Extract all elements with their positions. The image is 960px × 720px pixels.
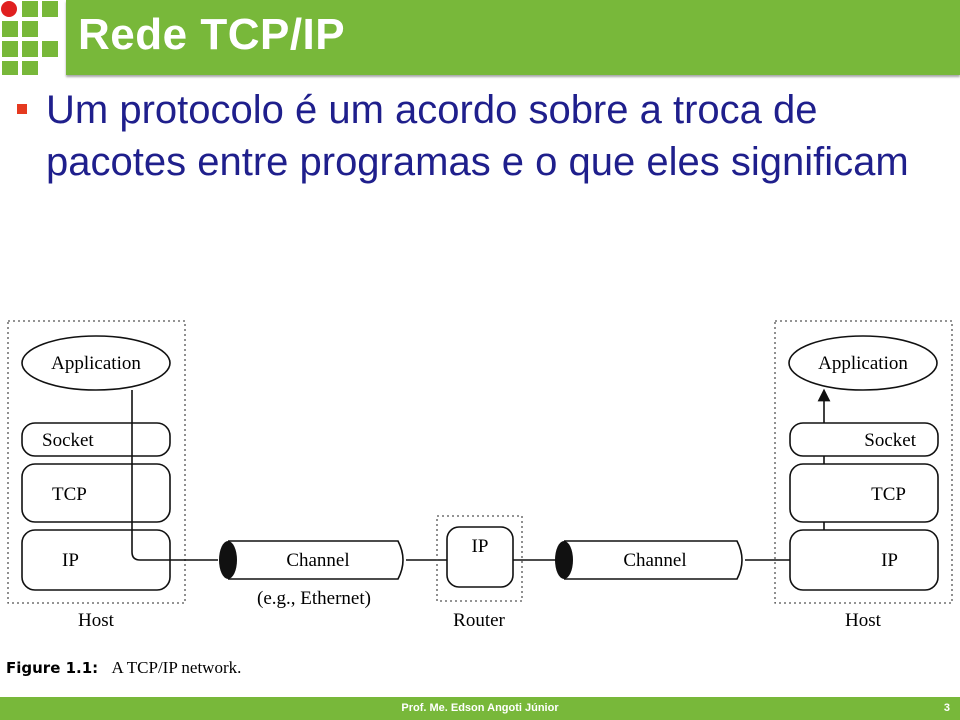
channel-right-end: [555, 541, 573, 579]
host-left-ip-label: IP: [62, 550, 79, 571]
figure-caption: [6, 658, 241, 677]
tcp-ip-network-diagram: [0, 300, 960, 690]
host-right-ip-label: IP: [881, 550, 898, 571]
host-left-application-label: Application: [51, 353, 141, 374]
slide-title: Rede TCP/IP: [78, 10, 346, 59]
host-left-socket-label: Socket: [42, 430, 94, 451]
figure-caption-text: A TCP/IP network.: [111, 658, 242, 677]
host-left-label: Host: [78, 610, 114, 631]
footer-author: Prof. Me. Edson Angoti Júnior: [401, 702, 559, 714]
page-number: 3: [943, 702, 950, 714]
channel-left-sublabel: (e.g., Ethernet): [257, 588, 371, 609]
bullet-marker: [17, 104, 27, 114]
host-right-application-label: Application: [818, 353, 908, 374]
host-right-ip-box: [790, 530, 938, 590]
channel-left-label: Channel: [286, 550, 350, 571]
channel-left-end: [219, 541, 237, 579]
figure-caption-label: Figure 1.1:: [6, 659, 99, 677]
host-left-tcp-box: [22, 464, 170, 522]
host-right-label: Host: [845, 610, 881, 631]
institution-logo: [0, 0, 62, 76]
host-right-tcp-box: [790, 464, 938, 522]
host-right-tcp-label: TCP: [871, 484, 906, 505]
bullet-text: Um protocolo é um acordo sobre a troca de pacotes entre programas e o que eles significam: [46, 88, 909, 184]
router-label: Router: [453, 610, 505, 631]
logo-red-dot: [1, 1, 17, 17]
title-bar: [66, 0, 960, 75]
host-right-socket-label: Socket: [864, 430, 916, 451]
footer-bar: [0, 697, 960, 720]
host-left-tcp-label: TCP: [52, 484, 87, 505]
router-ip-label: IP: [471, 536, 489, 557]
channel-right-label: Channel: [623, 550, 687, 571]
